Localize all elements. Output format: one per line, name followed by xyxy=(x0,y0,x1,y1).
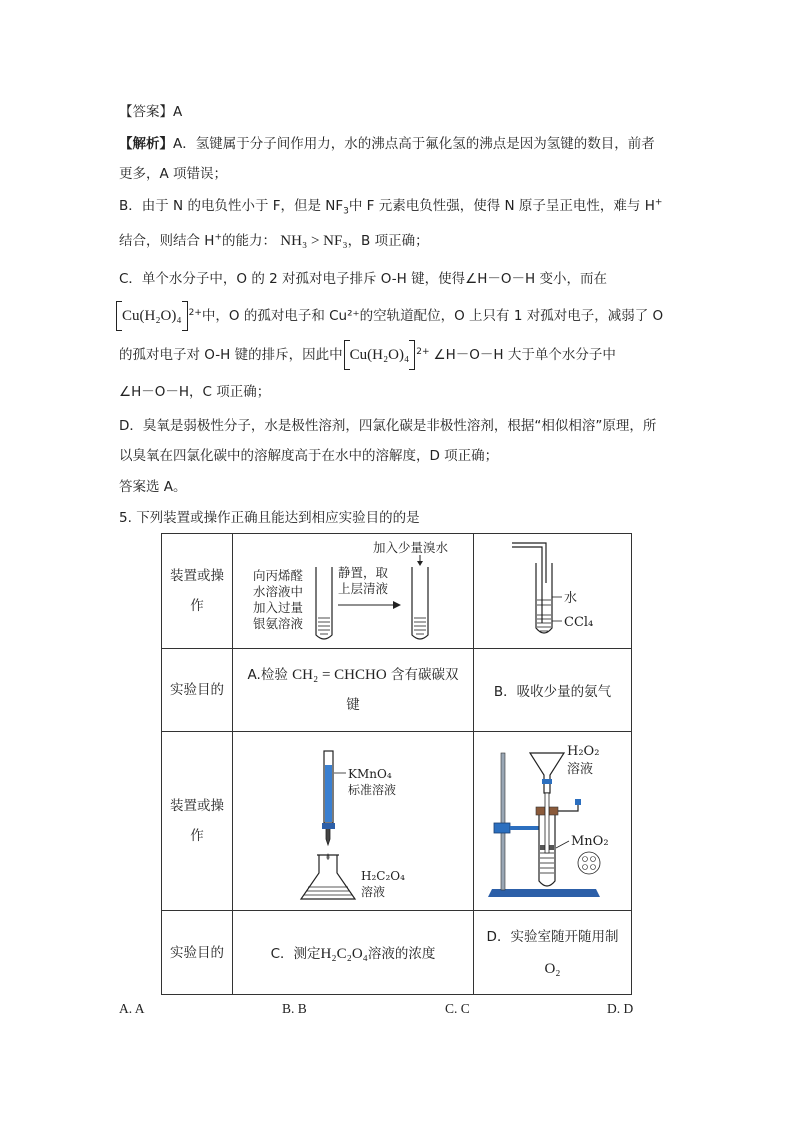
b-formula: NH₃ > NF₃ xyxy=(280,233,348,249)
svg-text:静置，取: 静置，取 xyxy=(338,564,389,580)
clamp xyxy=(494,823,510,833)
figure-a xyxy=(233,535,473,648)
row-header-purpose-1: 实验目的 xyxy=(162,649,233,732)
analysis-a-line2: 更多，A 项错误； xyxy=(119,166,228,182)
svg-text:上层清液: 上层清液 xyxy=(338,580,389,596)
answer-line xyxy=(119,103,679,122)
analysis-b-line2: 结合，则结合 H+的能力： NH₃ > NF₃，B 项正确； xyxy=(119,232,429,249)
label-h2c2o4: H₂C₂O₄ xyxy=(361,868,405,883)
label-ccl4: CCl₄ xyxy=(564,614,594,630)
svg-text:溶液: 溶液 xyxy=(567,761,594,777)
complex-formula-2: Cu(H₂O)₄ xyxy=(347,346,413,365)
svg-text:向丙烯醛: 向丙烯醛 xyxy=(253,567,304,583)
analysis-c-line1: C．单个水分子中，O 的 2 对孤对电子排斥 O-H 键，使得∠H－O－H 变小，而在 xyxy=(119,271,607,287)
analysis-a-line1: 【解析】A．氢键属于分子间作用力，水的沸点高于氟化氢的沸点是因为氢键的数目，前者 xyxy=(119,136,655,152)
row-header-device: 装置或操作 xyxy=(162,534,233,649)
question-stem: 5. 下列装置或操作正确且能达到相应实验目的的是 xyxy=(119,510,420,526)
h2c2o4-liquid xyxy=(304,887,352,895)
figure-b-cell xyxy=(474,534,632,649)
row-header-device-2: 装置或操作 xyxy=(162,732,233,911)
svg-text:标准溶液: 标准溶液 xyxy=(348,782,397,797)
test-tube-right xyxy=(412,567,428,639)
tube-left-liquid xyxy=(318,618,330,634)
question-number: 5. xyxy=(119,510,132,526)
choice-a[interactable]: A. A xyxy=(119,1001,145,1016)
svg-text:加入过量: 加入过量 xyxy=(253,599,304,615)
figure-c xyxy=(233,733,473,910)
tube-right-liquid xyxy=(414,618,426,634)
burette-tip xyxy=(326,829,330,845)
inlet-tube xyxy=(512,543,546,583)
purpose-c: C．测定H₂C₂O₄溶液的浓度 xyxy=(233,911,474,995)
drop-icon xyxy=(327,853,330,860)
ccl4-layer xyxy=(537,615,551,631)
analysis-c-line3: 的孤对电子对 O-H 键的排斥，因此中 Cu(H₂O)₄ $^{2+}$ ∠H－O－H 大于单个水分子中 xyxy=(119,346,616,363)
analysis-d-line2: 以臭氧在四氯化碳中的溶解度高于在水中的溶解度，D 项正确； xyxy=(119,448,499,464)
svg-text:银氨溶液: 银氨溶液 xyxy=(253,615,304,631)
figure-c-cell xyxy=(233,732,474,911)
label-h2o2: H₂O₂ xyxy=(567,743,600,759)
question-table xyxy=(161,533,632,995)
test-tube-left xyxy=(316,567,332,639)
mno2-bead-icon xyxy=(578,852,600,874)
label-mno2: MnO₂ xyxy=(571,833,609,849)
analysis-c-line4: ∠H－O－H，C 项正确； xyxy=(119,384,271,400)
separatory-funnel xyxy=(530,753,564,793)
answer-value: A xyxy=(173,104,183,120)
analysis-b-line1: B．由于 N 的电负性小于 F，但是 $NF_3$中 F 元素电负性强，使得 N 原子呈正电性，难与 H+ xyxy=(119,197,663,217)
figure-d xyxy=(474,733,631,910)
label-kmno4: KMnO₄ xyxy=(348,766,392,781)
label-water: 水 xyxy=(564,590,578,606)
conical-flask xyxy=(301,855,355,899)
purpose-b: B．吸收少量的氨气 xyxy=(474,649,632,732)
analysis-conclusion: 答案选 A。 xyxy=(119,479,187,495)
figure-d-cell xyxy=(474,732,632,911)
stand-rod xyxy=(501,753,505,890)
svg-text:溶液: 溶液 xyxy=(361,884,386,899)
purpose-a: A.检验 CH₂ = CHCHO 含有碳碳双 键 xyxy=(233,649,474,732)
answer-label: 【答案】 xyxy=(119,104,173,120)
row-header-purpose-2: 实验目的 xyxy=(162,911,233,995)
arrow-head-icon xyxy=(393,601,401,609)
kmno4-solution xyxy=(325,765,332,822)
water-layer xyxy=(537,600,551,605)
figure-a-cell xyxy=(233,534,474,649)
choice-b[interactable]: B. B xyxy=(282,1001,307,1016)
complex-formula: Cu(H₂O)₄ xyxy=(119,307,185,326)
stopcock xyxy=(322,823,335,829)
choice-c[interactable]: C. C xyxy=(445,1001,470,1016)
fig-a-top-text: 加入少量溴水 xyxy=(373,539,449,555)
analysis-label: 【解析】 xyxy=(119,136,173,152)
down-arrow-icon xyxy=(417,561,423,566)
test-tube-b xyxy=(536,563,552,633)
analysis-c-line2: Cu(H₂O)₄ $^{2+}$中，O 的孤对电子和 Cu²⁺的空轨道配位，O 上只有 1 对孤对电子，减弱了 O xyxy=(119,307,679,326)
purpose-d: D．实验室随开随用制 O₂ xyxy=(474,911,632,995)
analysis-d-line1: D．臭氧是弱极性分子，水是极性溶剂，四氯化碳是非极性溶剂，根据“相似相溶”原理，所 xyxy=(119,418,657,434)
svg-text:水溶液中: 水溶液中 xyxy=(253,583,304,599)
choice-d[interactable]: D. D xyxy=(607,1001,634,1016)
figure-b xyxy=(474,535,631,648)
